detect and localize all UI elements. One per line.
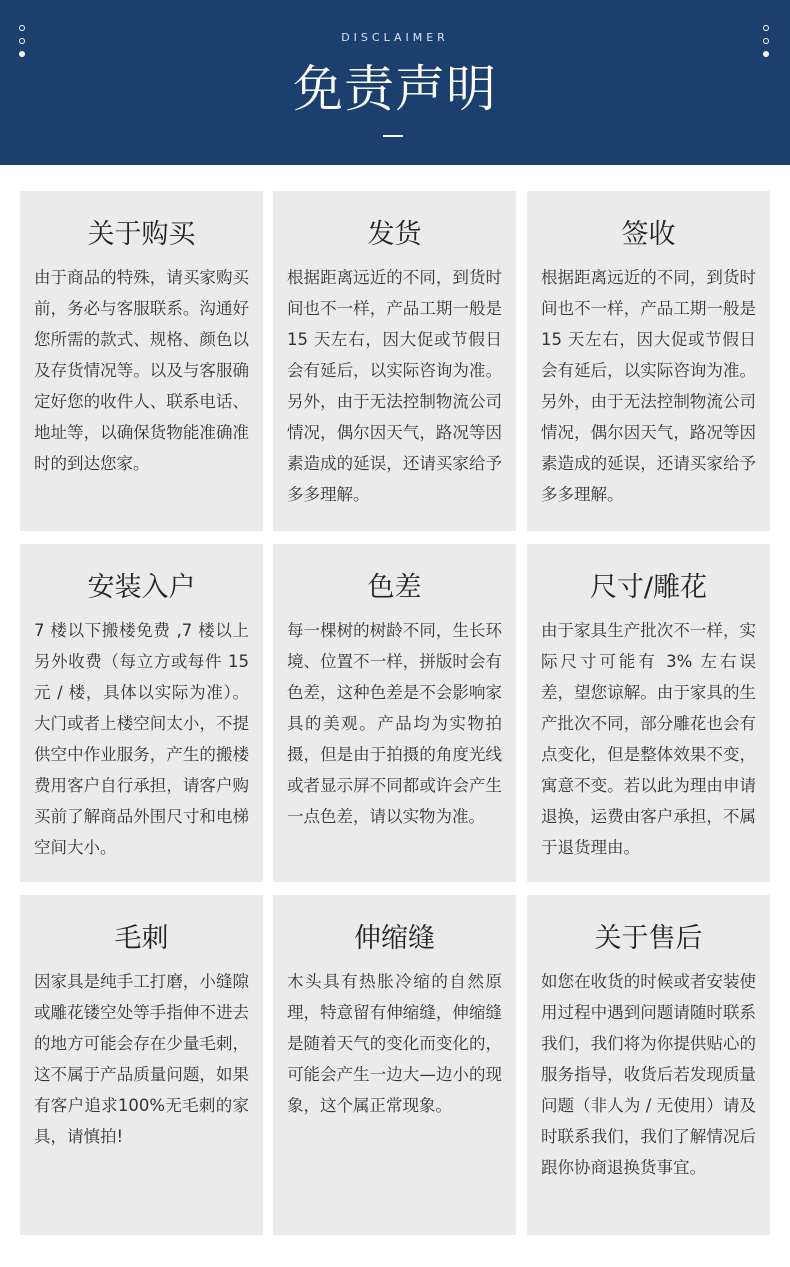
card-body: 根据距离远近的不同，到货时间也不一样，产品工期一般是 15 天左右，因大促或节假日会有延后，以实际咨询为准。另外，由于无法控制物流公司情况，偶尔因天气，路况等因素造成的延误，还请买家给予多多理解。 bbox=[287, 268, 502, 504]
card-body: 每一棵树的树龄不同，生长环境、位置不一样，拼版时会有色差，这种色差是不会影响家具的美观。产品均为实物拍摄，但是由于拍摄的角度光线或者显示屏不同都或许会产生一点色差，请以实物为准。 bbox=[287, 621, 502, 826]
card-body: 因家具是纯手工打磨，小缝隙或雕花镂空处等手指伸不进去的地方可能会存在少量毛刺，这不属于产品质量问题，如果有客户追求100%无毛刺的家具，请慎拍! bbox=[34, 972, 249, 1146]
card-body: 由于家具生产批次不一样，实际尺寸可能有 3% 左右误差，望您谅解。由于家具的生产批次不同，部分雕花也会有点变化，但是整体效果不变，寓意不变。若以此为理由申请退换，运费由客户承担，不属于退货理由。 bbox=[541, 621, 756, 857]
card-title: 伸缩缝 bbox=[354, 923, 435, 954]
card-title: 签收 bbox=[621, 219, 676, 250]
card-title: 关于购买 bbox=[87, 219, 196, 250]
card-title: 毛刺 bbox=[114, 923, 169, 954]
card-size-carving bbox=[527, 544, 770, 882]
card-burrs bbox=[20, 895, 263, 1235]
card-expansion-joint bbox=[273, 895, 516, 1235]
disclaimer-header bbox=[0, 0, 790, 165]
title-underline bbox=[383, 135, 403, 137]
card-after-sales bbox=[527, 895, 770, 1235]
page-title: 免责声明 bbox=[293, 60, 497, 118]
card-body: 根据距离远近的不同，到货时间也不一样，产品工期一般是 15 天左右，因大促或节假日会有延后，以实际咨询为准。另外，由于无法控制物流公司情况，偶尔因天气，路况等因素造成的延误，还请买家给予多多理解。 bbox=[541, 268, 756, 504]
card-shipping bbox=[273, 191, 516, 531]
card-body: 如您在收货的时候或者安装使用过程中遇到问题请随时联系我们，我们将为你提供贴心的服务指导，收货后若发现质量问题（非人为 / 无使用）请及时联系我们，我们了解情况后跟你协商退换货事宜。 bbox=[541, 972, 756, 1177]
card-receipt bbox=[527, 191, 770, 531]
card-body: 由于商品的特殊，请买家购买前，务必与客服联系。沟通好您所需的款式、规格、颜色以及存货情况等。以及与客服确定好您的收件人、联系电话、地址等，以确保货物能准确准时的到达您家。 bbox=[34, 268, 249, 473]
card-title: 安装入户 bbox=[87, 572, 196, 603]
header-subtitle: DISCLAIMER bbox=[341, 31, 449, 44]
card-body: 木头具有热胀冷缩的自然原理，特意留有伸缩缝，伸缩缝是随着天气的变化而变化的，可能会产生一边大—边小的现象，这个属正常现象。 bbox=[287, 972, 502, 1115]
card-color-difference bbox=[273, 544, 516, 882]
card-body: 7 楼以下搬楼免费 ,7 楼以上另外收费（每立方或每件 15 元 / 楼，具体以实际为准）。大门或者上楼空间太小，不提供空中作业服务，产生的搬楼费用客户自行承担，请客户购买前了解商品外围尺寸和电梯空间大小。 bbox=[34, 621, 249, 857]
card-title: 尺寸/雕花 bbox=[589, 572, 708, 603]
card-installation bbox=[20, 544, 263, 882]
card-title: 关于售后 bbox=[594, 923, 703, 954]
card-title: 发货 bbox=[367, 219, 422, 250]
card-about-purchase bbox=[20, 191, 263, 531]
card-title: 色差 bbox=[367, 572, 422, 603]
